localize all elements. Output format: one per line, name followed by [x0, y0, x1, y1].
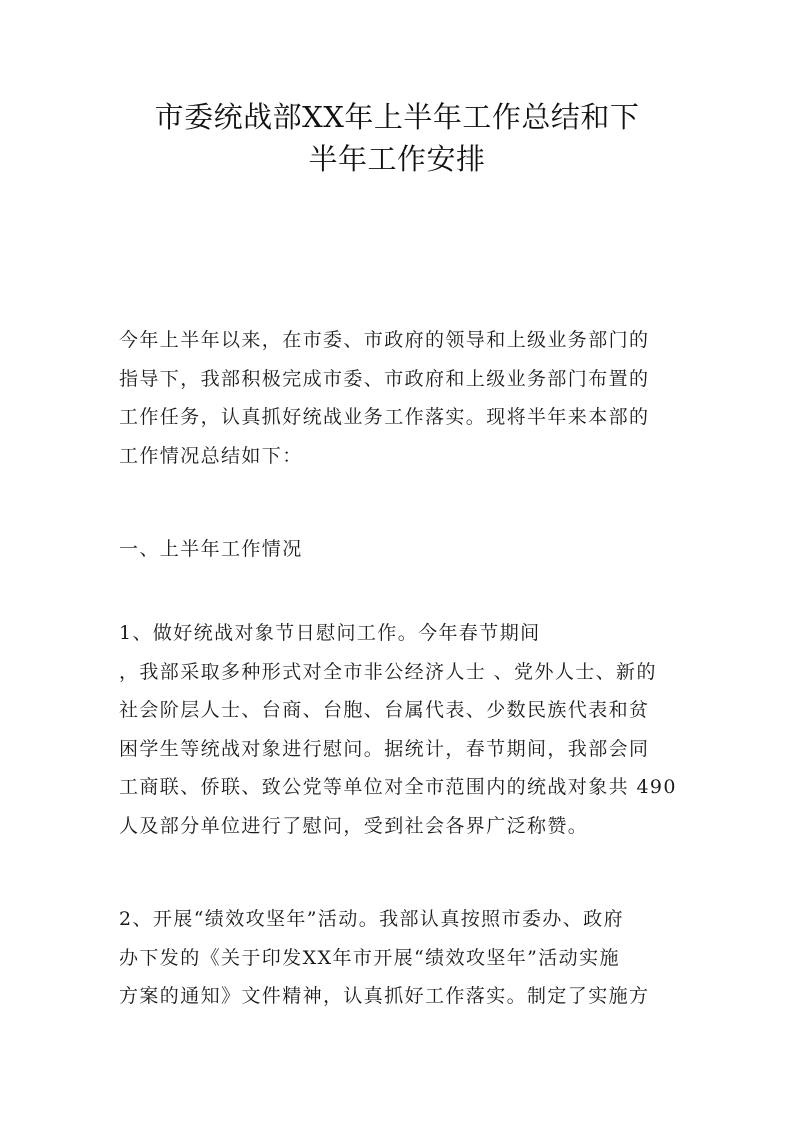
item-1-paragraph — [119, 614, 679, 845]
item-2-paragraph — [119, 900, 679, 1016]
text-line: 工作任务，认真抓好统战业务工作落实。现将半年来本部的 — [119, 406, 650, 428]
text-line: 1、做好统战对象节日慰问工作。今年春节期间 — [119, 622, 541, 644]
text-line: 指导下，我部积极完成市委、市政府和上级业务部门布置的 — [119, 367, 650, 390]
section-heading-text: 一、上半年工作情况 — [119, 538, 303, 560]
text-line: ，我部采取多种形式对全市非公经济人士 、党外人士、新的 — [119, 660, 657, 683]
title-line: 市委统战部XX年上半年工作总结和下 — [154, 100, 640, 134]
text-line: 今年上半年以来，在市委、市政府的领导和上级业务部门的 — [119, 329, 650, 351]
text-line: 2、开展“绩效攻坚年”活动。我部认真按照市委办、政府 — [119, 908, 624, 930]
text-line: 困学生等统战对象进行慰问。据统计，春节期间，我部会同 — [119, 737, 650, 760]
text-line: 工商联、侨联、致公党等单位对全市范围内的统战对象共 490 — [119, 776, 677, 798]
section-heading — [119, 530, 679, 569]
text-line: 方案的通知》文件精神，认真抓好工作落实。制定了实施方 — [119, 985, 650, 1007]
text-line: 工作情况总结如下： — [119, 444, 303, 467]
title-line: 半年工作安排 — [308, 142, 486, 176]
text-line: 办下发的《关于印发XX年市开展“绩效攻坚年”活动实施 — [119, 946, 620, 969]
document-title — [0, 96, 794, 180]
intro-paragraph — [119, 321, 679, 475]
text-line: 人及部分单位进行了慰问，受到社会各界广泛称赞。 — [119, 814, 589, 837]
text-line: 社会阶层人士、台商、台胞、台属代表、少数民族代表和贫 — [119, 699, 650, 721]
